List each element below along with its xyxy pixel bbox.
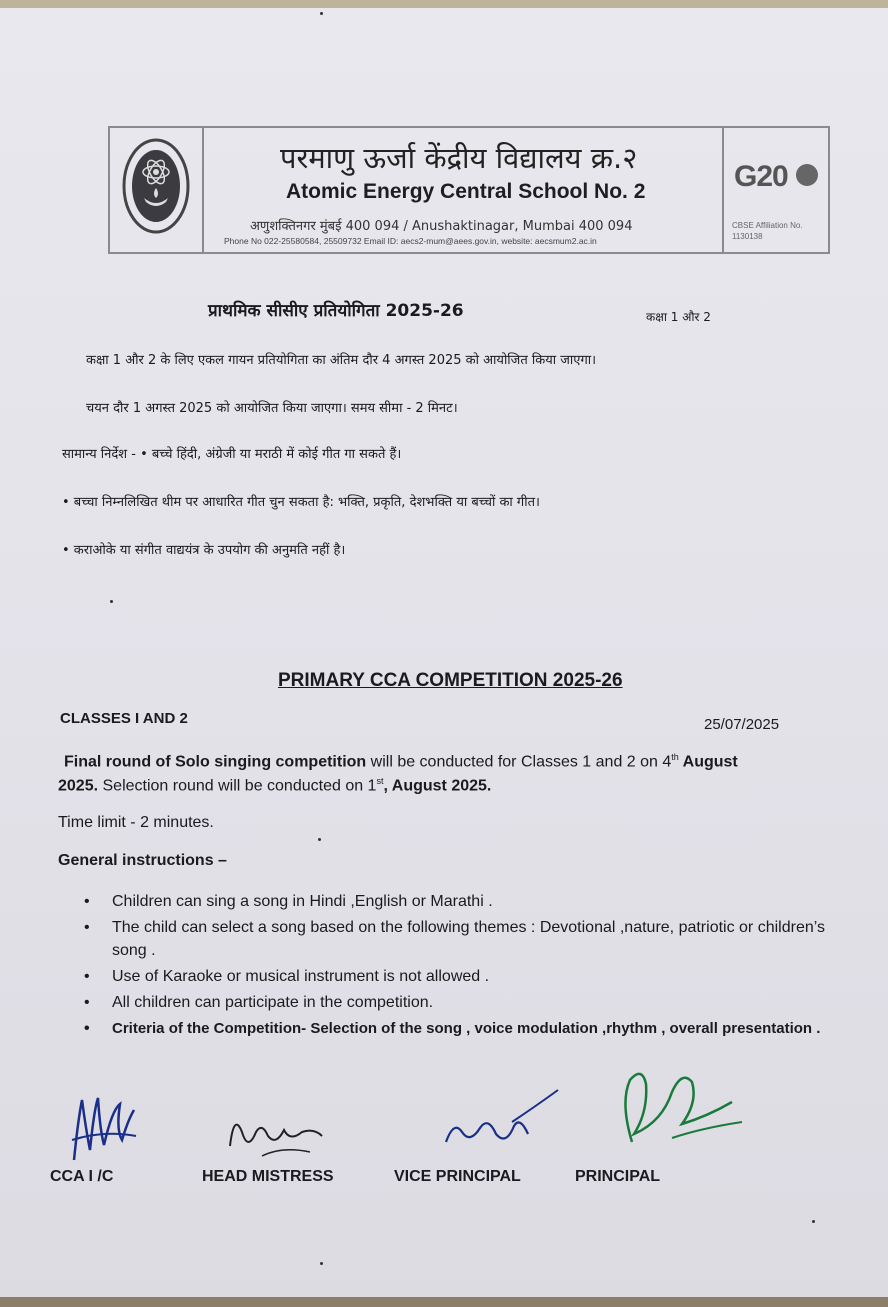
g20-logo-cell [722, 128, 828, 252]
hindi-title: प्राथमिक सीसीए प्रतियोगिता 2025-26 [208, 301, 464, 321]
document-date: 25/07/2025 [704, 716, 780, 733]
school-name-hindi: परमाणु ऊर्जा केंद्रीय विद्यालय क्र.२ [280, 141, 638, 175]
school-address: अणुशक्तिनगर मुंबई 400 094 / Anushaktinagar, Mumbai 400 094 [250, 219, 633, 234]
final-round-sup: th [671, 752, 679, 762]
principal-signature [612, 1062, 752, 1162]
vice-principal-signature [440, 1086, 564, 1162]
speck [320, 1262, 323, 1265]
cca-label: CCA I /C [50, 1168, 114, 1185]
selection-round-sup: st [376, 776, 384, 786]
speck [318, 838, 321, 841]
english-classes: CLASSES I AND 2 [60, 710, 188, 727]
hindi-line-5: • कराओके या संगीत वाद्ययंत्र के उपयोग की अनुमति नहीं है। [62, 543, 346, 558]
hindi-line-4: • बच्चा निम्नलिखित थीम पर आधारित गीत चुन सकता है: भक्ति, प्रकृति, देशभक्ति या बच्चों का गीत। [62, 495, 540, 510]
english-title: PRIMARY CCA COMPETITION 2025-26 [278, 670, 623, 691]
letterhead [108, 126, 830, 254]
selection-round-text: Selection round will be conducted on 1 [98, 777, 377, 795]
final-round-label: Final round of Solo singing competition [64, 753, 367, 771]
principal-label: PRINCIPAL [575, 1168, 661, 1185]
cbse-affiliation: CBSE Affiliation No. 1130138 [732, 221, 803, 241]
final-round-line [64, 752, 738, 771]
school-contact: Phone No 022-25580584, 25509732 Email ID: aecs2-mum@aees.gov.in, website: aecsmum2.ac.in [224, 236, 597, 246]
instructions-list [84, 890, 854, 1043]
instruction-item: • All children can participate in the competition. [84, 991, 854, 1014]
selection-round-line [58, 776, 491, 795]
instruction-item: • Criteria of the Competition- Selection of the song , voice modulation ,rhythm , overall presentation . [84, 1017, 854, 1040]
final-round-text: will be conducted for Classes 1 and 2 on 4 [366, 753, 672, 771]
hindi-line-3: सामान्य निर्देश - • बच्चे हिंदी, अंग्रेजी या मराठी में कोई गीत गा सकते हैं। [62, 447, 402, 462]
g20-logo: G20 [734, 160, 788, 193]
school-name-english: Atomic Energy Central School No. 2 [286, 180, 646, 203]
general-instructions-heading: General instructions – [58, 852, 227, 869]
school-emblem-icon [122, 136, 190, 236]
speck [110, 600, 113, 603]
head-mistress-label: HEAD MISTRESS [202, 1168, 334, 1185]
instruction-item: • The child can select a song based on the following themes : Devotional ,nature, patriotic or children’s song . [84, 916, 854, 962]
final-round-month: August [678, 753, 738, 771]
instruction-item: • Children can sing a song in Hindi ,English or Marathi . [84, 890, 854, 913]
hindi-line-2: चयन दौर 1 अगस्त 2025 को आयोजित किया जाएगा। समय सीमा - 2 मिनट। [86, 401, 458, 416]
head-mistress-signature [222, 1102, 332, 1166]
speck [812, 1220, 815, 1223]
school-logo-cell [110, 128, 204, 252]
instruction-item: • Use of Karaoke or musical instrument is not allowed . [84, 965, 854, 988]
vice-principal-label: VICE PRINCIPAL [394, 1168, 521, 1185]
hindi-classes: कक्षा 1 और 2 [646, 310, 711, 324]
hindi-line-1: कक्षा 1 और 2 के लिए एकल गायन प्रतियोगिता का अंतिम दौर 4 अगस्त 2025 को आयोजित किया जाएगा। [86, 353, 597, 368]
selection-round-date: , August 2025. [383, 777, 492, 795]
final-round-year: 2025. [58, 777, 99, 795]
speck [320, 12, 323, 15]
cca-signature [64, 1090, 144, 1170]
time-limit: Time limit - 2 minutes. [58, 814, 214, 831]
globe-icon [796, 164, 818, 186]
